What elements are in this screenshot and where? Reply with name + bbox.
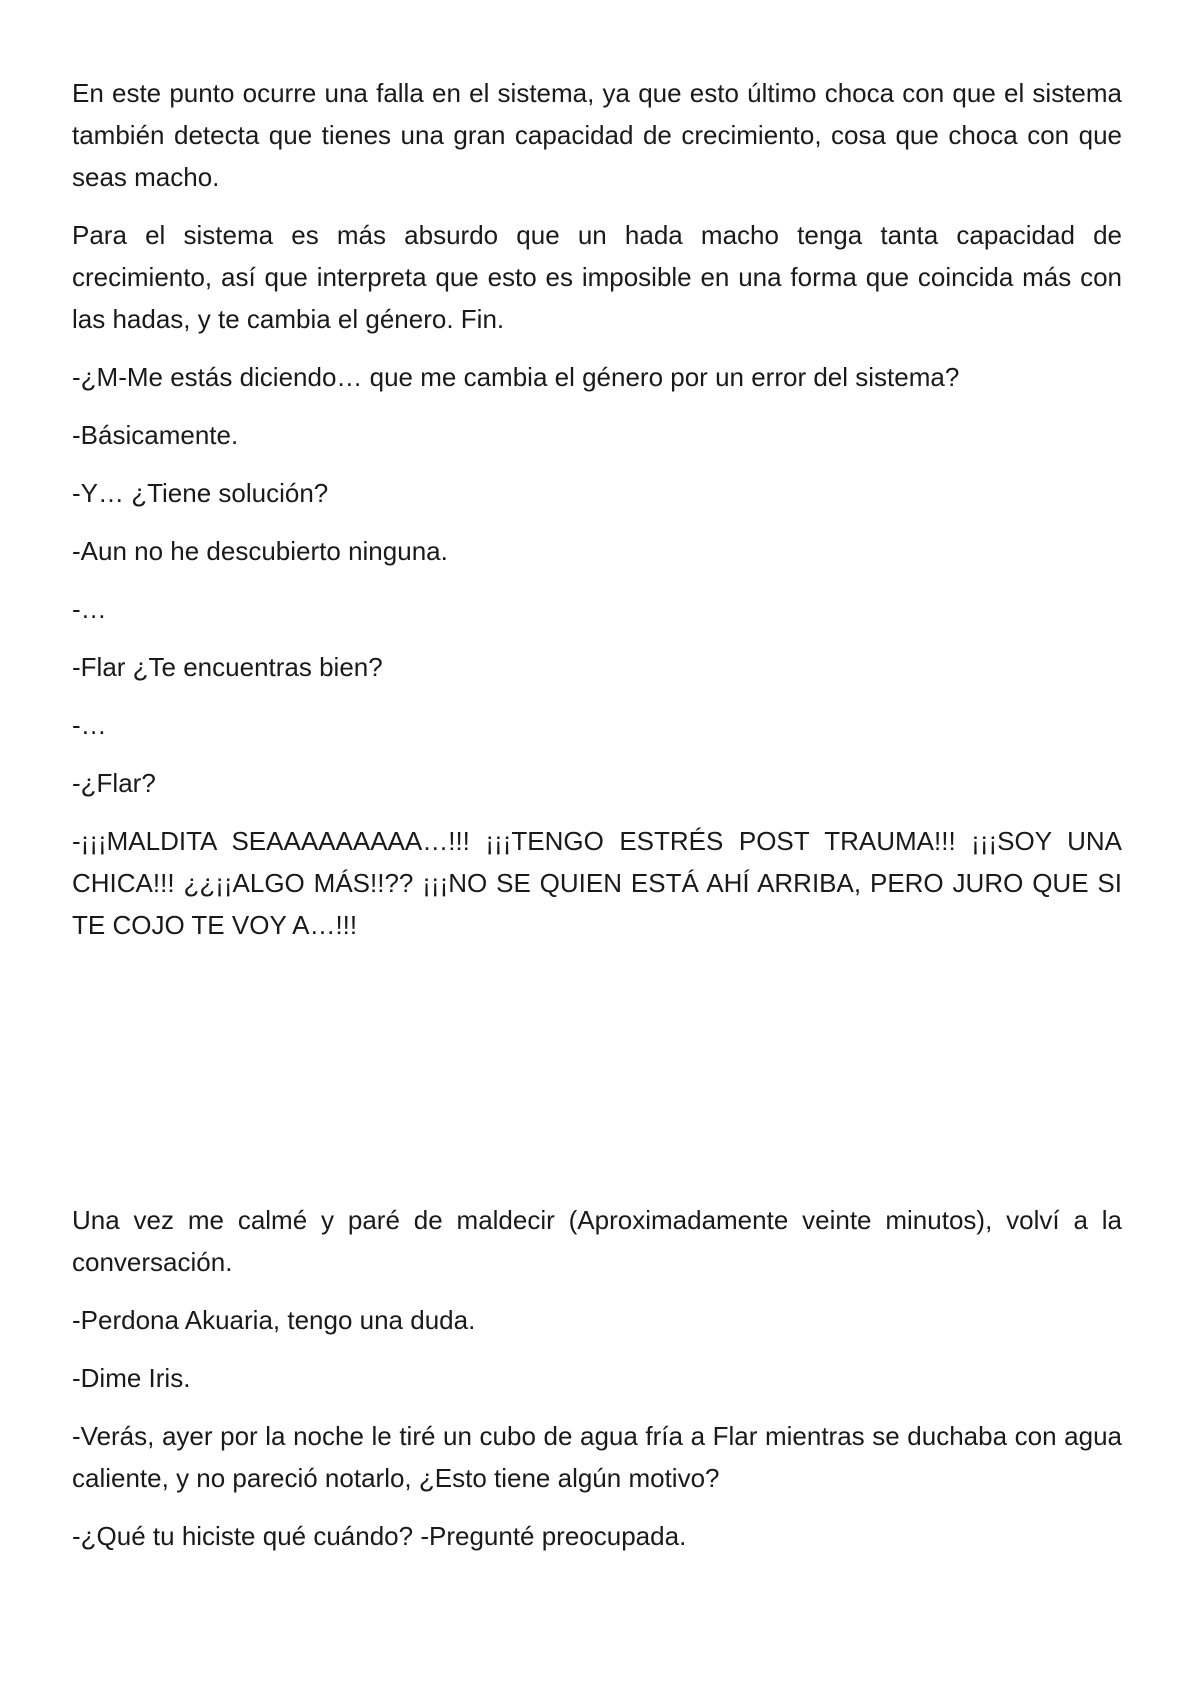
dialogue-line: -Dime Iris. (72, 1363, 191, 1393)
dialogue-line: -Perdona Akuaria, tengo una duda. (72, 1305, 476, 1335)
dialogue-line: -Y… ¿Tiene solución? (72, 478, 329, 508)
dialogue-line: -¿Flar? (72, 768, 156, 798)
dialogue-line: -Flar ¿Te encuentras bien? (72, 652, 383, 682)
dialogue-line: -¿M-Me estás diciendo… que me cambia el género por un error del sistema? (72, 362, 960, 392)
paragraph: En este punto ocurre una falla en el sistema, ya que esto último choca con que el sistema también detecta que tienes una gran capacidad de crecimiento, cosa que choca con que seas macho. (72, 78, 1122, 192)
dialogue-line: -Básicamente. (72, 420, 239, 450)
text-section-1 (72, 72, 1122, 962)
paragraph: Una vez me calmé y paré de maldecir (Aproximadamente veinte minutos), volví a la conversación. (72, 1205, 1122, 1277)
dialogue-line: -Verás, ayer por la noche le tiré un cubo de agua fría a Flar mientras se duchaba con agua caliente, y no pareció notarlo, ¿Esto tiene algún motivo? (72, 1421, 1122, 1493)
dialogue-line: -… (72, 710, 107, 740)
paragraph: Para el sistema es más absurdo que un hada macho tenga tanta capacidad de crecimiento, así que interpreta que esto es imposible en una forma que coincida más con las hadas, y te cambia el género. Fin. (72, 220, 1122, 334)
dialogue-line: -¿Qué tu hiciste qué cuándo? -Pregunté preocupada. (72, 1521, 687, 1551)
text-section-2 (72, 1199, 1122, 1573)
dialogue-line: -… (72, 594, 107, 624)
dialogue-line: -¡¡¡MALDITA SEAAAAAAAAA…!!! ¡¡¡TENGO ESTRÉS POST TRAUMA!!! ¡¡¡SOY UNA CHICA!!! ¿¿¡¡ALGO MÁS!!?? ¡¡¡NO SE QUIEN ESTÁ AHÍ ARRIBA, PERO JURO QUE SI TE COJO TE VOY A…!!! (72, 826, 1122, 940)
dialogue-line: -Aun no he descubierto ninguna. (72, 536, 448, 566)
